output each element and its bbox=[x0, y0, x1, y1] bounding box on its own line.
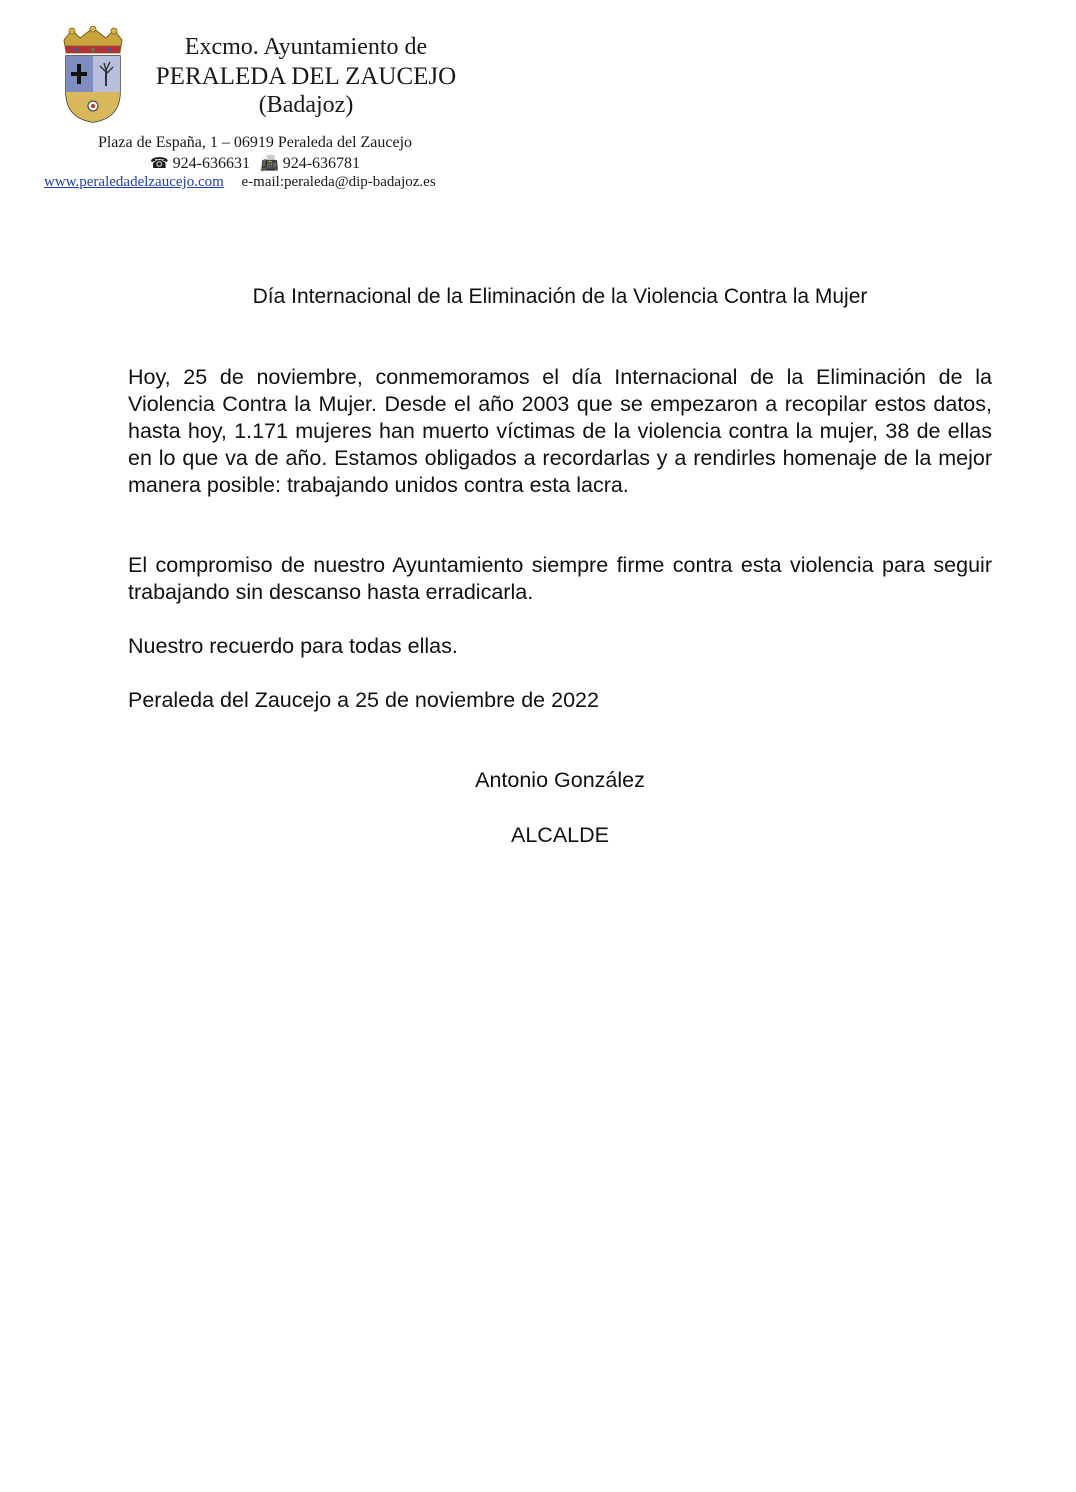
body-paragraph-3: Nuestro recuerdo para todas ellas. bbox=[128, 634, 458, 658]
fax-number: 924-636781 bbox=[282, 155, 361, 172]
fax-icon: 📠 bbox=[260, 156, 279, 172]
body-paragraph-1: Hoy, 25 de noviembre, conmemoramos el día Internacional de la Eliminación de la Violencia Contra la Mujer. Desde el año 2003 que se empezaron a recopilar estos datos, hasta hoy, 1.171 mujeres han muerto víctimas de la violencia contra la mujer, 38 de ellas en lo que va de año. Estamos obligados a recordarlas y a rendirles homenaje de la mejor manera posible: trabajando unidos contra esta lacra. bbox=[128, 365, 992, 497]
web-row bbox=[44, 174, 436, 191]
telephone-icon: ☎ bbox=[149, 156, 169, 172]
org-name-line2: PERALEDA DEL ZAUCEJO bbox=[155, 63, 457, 90]
org-name-line1: Excmo. Ayuntamiento de bbox=[184, 34, 428, 60]
phone-number: 924-636631 bbox=[172, 155, 250, 172]
signature-name: Antonio González bbox=[475, 768, 645, 792]
website-link[interactable]: www.peraledadelzaucejo.com bbox=[44, 174, 224, 190]
address: Plaza de España, 1 – 06919 Peraleda del Zaucejo bbox=[97, 134, 413, 151]
email: e-mail:peraleda@dip-badajoz.es bbox=[241, 174, 436, 190]
org-name-line3: (Badajoz) bbox=[258, 92, 354, 118]
document-title: Día Internacional de la Eliminación de la Violencia Contra la Mujer bbox=[252, 285, 868, 308]
body-paragraph-2: El compromiso de nuestro Ayuntamiento siempre firme contra esta violencia para seguir trabajando sin descanso hasta erradicarla. bbox=[128, 553, 992, 604]
phone-row bbox=[40, 154, 470, 173]
place-date: Peraleda del Zaucejo a 25 de noviembre de 2022 bbox=[128, 688, 599, 712]
coat-of-arms bbox=[60, 26, 126, 124]
signature-title: ALCALDE bbox=[511, 823, 609, 847]
